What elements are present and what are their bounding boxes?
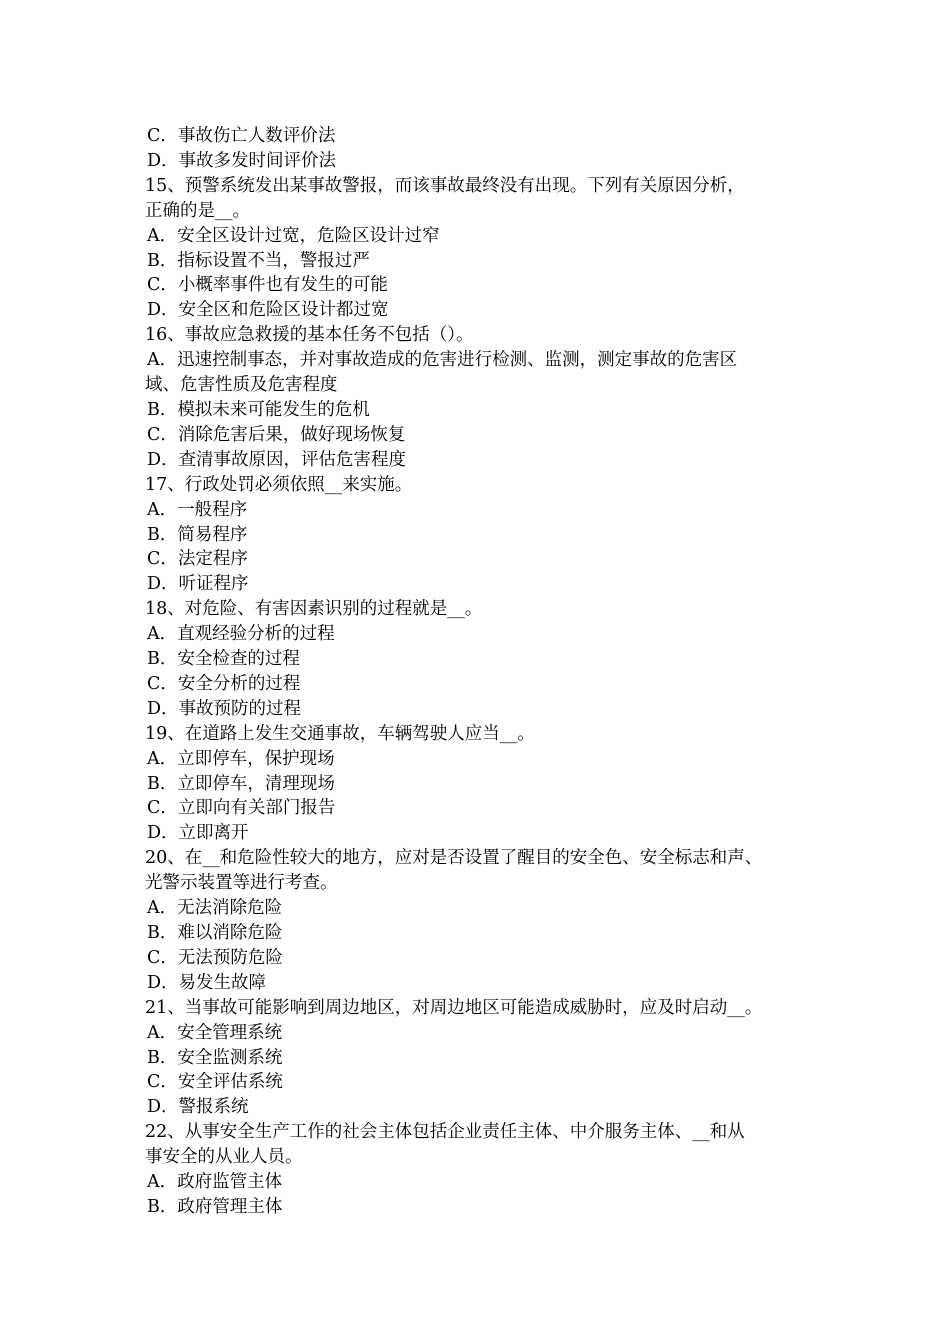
answer-option: B．简易程序 [147, 524, 248, 545]
answer-option: B．难以消除危险 [147, 923, 283, 943]
answer-option: C．安全分析的过程 [147, 673, 301, 694]
answer-option: B．安全监测系统 [147, 1047, 283, 1068]
answer-option: D．立即离开 [147, 823, 249, 844]
answer-option: C．立即向有关部门报告 [147, 798, 336, 819]
question-text: 22、从事安全生产工作的社会主体包括企业责任主体、中介服务主体、__和从 [145, 1122, 745, 1143]
question-text: 正确的是__。 [145, 200, 250, 221]
answer-option: D．易发生故障 [147, 972, 267, 993]
answer-option: A．无法消除危险 [147, 898, 283, 919]
question-text: 域、危害性质及危害程度 [145, 375, 338, 396]
answer-option: B．指标设置不当，警报过严 [147, 250, 370, 271]
answer-option: D．事故多发时间评价法 [147, 150, 337, 171]
answer-option: D．听证程序 [147, 574, 249, 595]
answer-option: A．安全区设计过宽，危险区设计过窄 [147, 225, 440, 246]
answer-option: A．直观经验分析的过程 [147, 624, 335, 645]
question-text: 事安全的从业人员。 [145, 1147, 303, 1168]
question-text: 17、行政处罚必须依照__来实施。 [145, 474, 413, 495]
answer-option: B．模拟未来可能发生的危机 [147, 399, 370, 420]
answer-option: D．警报系统 [147, 1097, 249, 1118]
answer-option: A．安全管理系统 [147, 1022, 283, 1043]
question-text: 20、在__和危险性较大的地方，应对是否设置了醒目的安全色、安全标志和声、 [145, 848, 763, 869]
answer-option: D．安全区和危险区设计都过宽 [147, 300, 389, 321]
answer-option: C．法定程序 [147, 549, 248, 570]
answer-option: A．一般程序 [147, 499, 248, 520]
answer-option: B．政府管理主体 [147, 1196, 283, 1217]
answer-option: A．政府监管主体 [147, 1172, 283, 1193]
answer-option: A．立即停车，保护现场 [147, 748, 335, 769]
question-text: 18、对危险、有害因素识别的过程就是__。 [145, 599, 483, 620]
question-list [145, 124, 835, 1220]
question-text: 光警示装置等进行考查。 [145, 873, 338, 894]
answer-option: D．事故预防的过程 [147, 698, 302, 719]
question-text: 15、预警系统发出某事故警报，而该事故最终没有出现。下列有关原因分析， [145, 175, 745, 196]
answer-option: C．无法预防危险 [147, 947, 283, 968]
answer-option: C．事故伤亡人数评价法 [147, 126, 336, 146]
question-text: 19、在道路上发生交通事故，车辆驾驶人应当__。 [145, 723, 535, 744]
answer-option: A．迅速控制事态，并对事故造成的危害进行检测、监测，测定事故的危害区 [147, 350, 738, 371]
answer-option: C．安全评估系统 [147, 1072, 283, 1093]
answer-option: B．安全检查的过程 [147, 649, 300, 670]
question-text: 21、当事故可能影响到周边地区，对周边地区可能造成威胁时，应及时启动__。 [145, 997, 763, 1018]
answer-option: C．消除危害后果，做好现场恢复 [147, 424, 406, 445]
answer-option: C．小概率事件也有发生的可能 [147, 275, 388, 296]
answer-option: D．查清事故原因，评估危害程度 [147, 449, 407, 470]
question-text: 16、事故应急救援的基本任务不包括（）。 [145, 325, 474, 346]
answer-option: B．立即停车，清理现场 [147, 773, 335, 794]
